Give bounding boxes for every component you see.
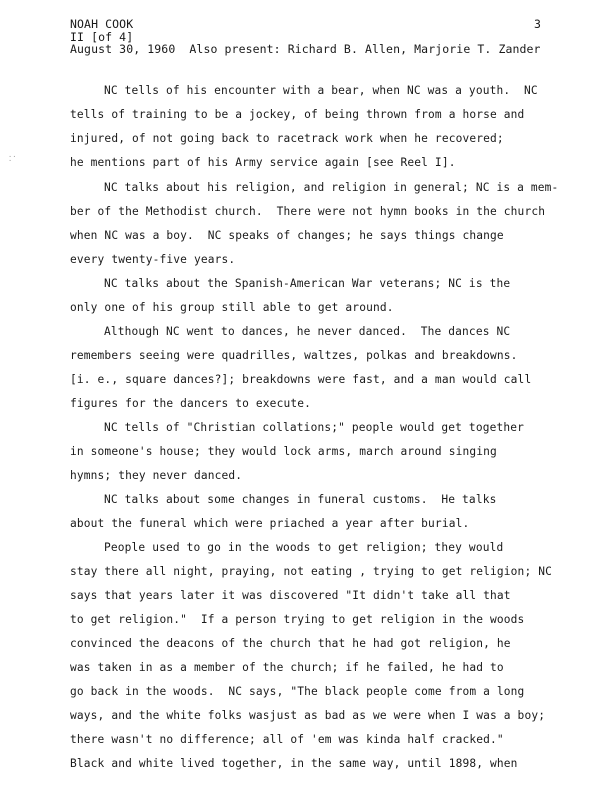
body-line: hymns; they never danced. — [70, 469, 243, 482]
body-line: ber of the Methodist church. There were not hymn books in the church — [70, 205, 546, 218]
body-line: NC tells of "Christian collations;" people would get together — [104, 421, 525, 434]
body-line: People used to go in the woods to get religion; they would — [104, 541, 504, 554]
body-line: ways, and the white folks wasjust as bad as we were when I was a boy; — [70, 709, 546, 722]
body-line: NC talks about his religion, and religion in general; NC is a mem- — [104, 181, 559, 194]
body-line: every twenty-five years. — [70, 253, 236, 266]
document-header — [70, 18, 541, 56]
body-line: there wasn't no difference; all of 'em was kinda half cracked." — [70, 733, 504, 746]
scan-speck: ·· · — [8, 153, 17, 165]
interviewee-name: NOAH COOK — [70, 17, 134, 31]
body-line: stay there all night, praying, not eating , trying to get religion; NC — [70, 565, 552, 578]
session-date-line: August 30, 1960 Also present: Richard B. Allen, Marjorie T. Zander — [70, 42, 541, 56]
body-line: NC talks about the Spanish-American War veterans; NC is the — [104, 277, 511, 290]
body-line: about the funeral which were priached a year after burial. — [70, 517, 470, 530]
body-line: Black and white lived together, in the same way, until 1898, when — [70, 757, 518, 770]
page-number: 3 — [534, 17, 541, 31]
body-line: only one of his group still able to get around. — [70, 301, 394, 314]
body-line: convinced the deacons of the church that he had got religion, he — [70, 637, 511, 650]
body-line: to get religion." If a person trying to get religion in the woods — [70, 613, 525, 626]
body-line: NC tells of his encounter with a bear, when NC was a youth. NC — [104, 84, 538, 97]
body-line: [i. e., square dances?]; breakdowns were fast, and a man would call — [70, 373, 532, 386]
body-line: Although NC went to dances, he never danced. The dances NC — [104, 325, 511, 338]
body-line: when NC was a boy. NC speaks of changes; he says things change — [70, 229, 504, 242]
body-line: says that years later it was discovered "It didn't take all that — [70, 589, 511, 602]
body-line: he mentions part of his Army service again [see Reel I]. — [70, 156, 456, 169]
body-line: injured, of not going back to racetrack work when he recovered; — [70, 132, 504, 145]
body-line: NC talks about some changes in funeral customs. He talks — [104, 493, 497, 506]
body-line: go back in the woods. NC says, "The black people come from a long — [70, 685, 525, 698]
reel-label: II [of 4] — [70, 29, 134, 44]
body-line: tells of training to be a jockey, of being thrown from a horse and — [70, 108, 525, 121]
body-line: in someone's house; they would lock arms, march around singing — [70, 445, 497, 458]
body-line: figures for the dancers to execute. — [70, 397, 311, 410]
body-line: was taken in as a member of the church; if he failed, he had to — [70, 661, 504, 674]
body-line: remembers seeing were quadrilles, waltzes, polkas and breakdowns. — [70, 349, 518, 362]
